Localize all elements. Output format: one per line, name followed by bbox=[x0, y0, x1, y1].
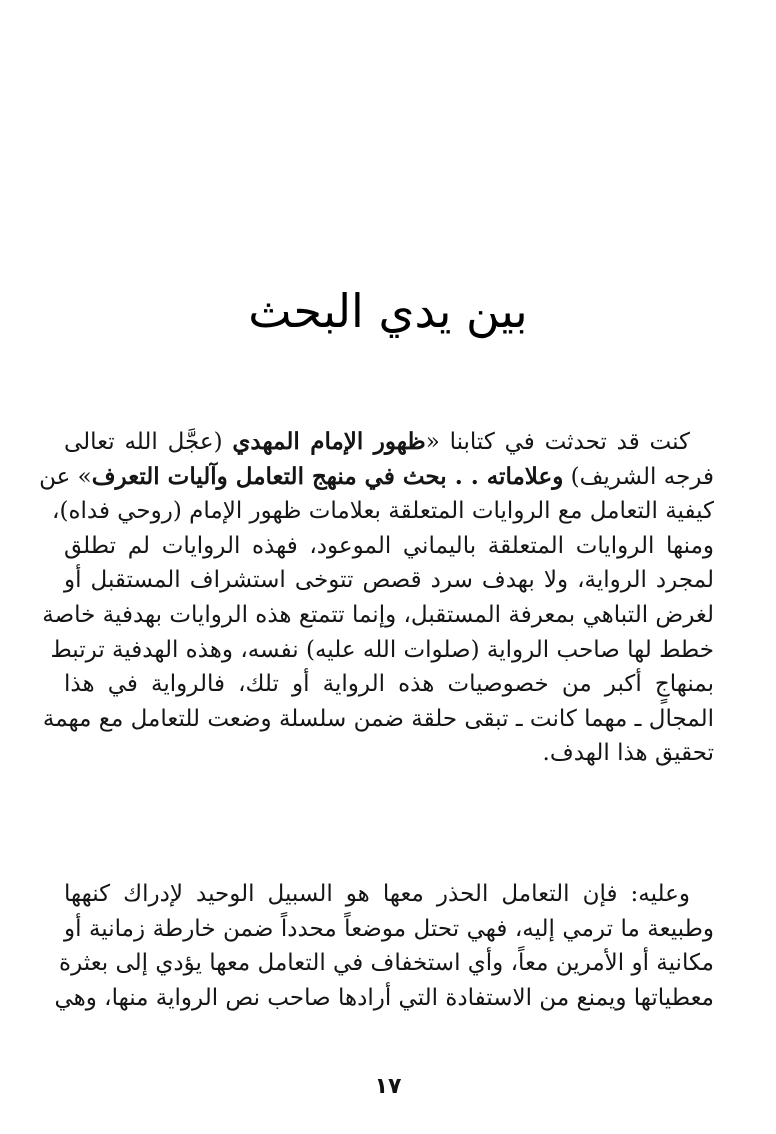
text-segment: لمجرد الرواية، ولا بهدف سرد قصص تتوخى استشراف المستقبل أو bbox=[64, 567, 714, 594]
text-segment: بمنهاجٍ أكبر من خصوصيات هذه الرواية أو تلك، فالرواية في هذا bbox=[64, 671, 714, 698]
text-line bbox=[64, 563, 714, 598]
text-line bbox=[52, 494, 714, 529]
text-line bbox=[64, 912, 714, 947]
text-segment: ومنها الروايات المتعلقة باليماني الموعود، فهذه الروايات لم تطلق bbox=[64, 532, 714, 559]
chapter-title: بين يدي البحث bbox=[248, 284, 528, 338]
text-segment: خطط لها صاحب الرواية (صلوات الله عليه) نفسه، وهذه الهدفية ترتبط bbox=[50, 636, 714, 663]
text-line bbox=[64, 667, 714, 702]
text-line bbox=[50, 633, 714, 668]
text-line bbox=[42, 598, 714, 633]
text-line bbox=[42, 702, 714, 737]
paragraph-continuation bbox=[54, 877, 714, 1015]
text-segment: المجال ـ مهما كانت ـ تبقى حلقة ضمن سلسلة وضعت للتعامل مع مهمة bbox=[42, 705, 714, 732]
text-line bbox=[64, 736, 714, 771]
text-line bbox=[64, 425, 714, 460]
text-segment: (عجَّل الله تعالى bbox=[64, 429, 233, 455]
text-segment: لغرض التباهي بمعرفة المستقبل، وإنما تتمتع هذه الروايات بهدفية خاصة bbox=[42, 601, 714, 628]
text-line bbox=[59, 946, 714, 981]
text-line bbox=[64, 529, 714, 564]
text-segment: كنت قد تحدثت في كتابنا « bbox=[425, 429, 691, 455]
text-line bbox=[54, 981, 714, 1016]
text-segment: » عن bbox=[39, 463, 92, 490]
text-segment: فرجه الشريف) bbox=[563, 463, 714, 490]
paragraph-intro bbox=[39, 425, 714, 771]
text-segment: مكانية أو الأمرين معاً، وأي استخفاف في التعامل معها يؤدي إلى بعثرة bbox=[59, 950, 714, 977]
bold-text-segment: وعلاماته . . بحث في منهج التعامل وآليات التعرف bbox=[91, 462, 564, 490]
text-segment: معطياتها ويمنع من الاستفادة التي أرادها صاحب نص الرواية منها، وهي bbox=[54, 984, 714, 1011]
text-line bbox=[39, 460, 714, 495]
text-segment: وعليه: فإن التعامل الحذر معها هو السبيل الوحيد لإدراك كنهها bbox=[64, 881, 690, 907]
text-segment: كيفية التعامل مع الروايات المتعلقة بعلامات ظهور الإمام (روحي فداه)، bbox=[52, 498, 714, 525]
text-segment: تحقيق هذا الهدف. bbox=[542, 740, 714, 767]
text-line bbox=[64, 877, 714, 912]
page-number: ١٧ bbox=[374, 1074, 402, 1099]
bold-text-segment: ظهور الإمام المهدي bbox=[232, 428, 426, 455]
text-segment: وطبيعة ما ترمي إليه، فهي تحتل موضعاً محدداً ضمن خارطة زمانية أو bbox=[64, 915, 714, 942]
